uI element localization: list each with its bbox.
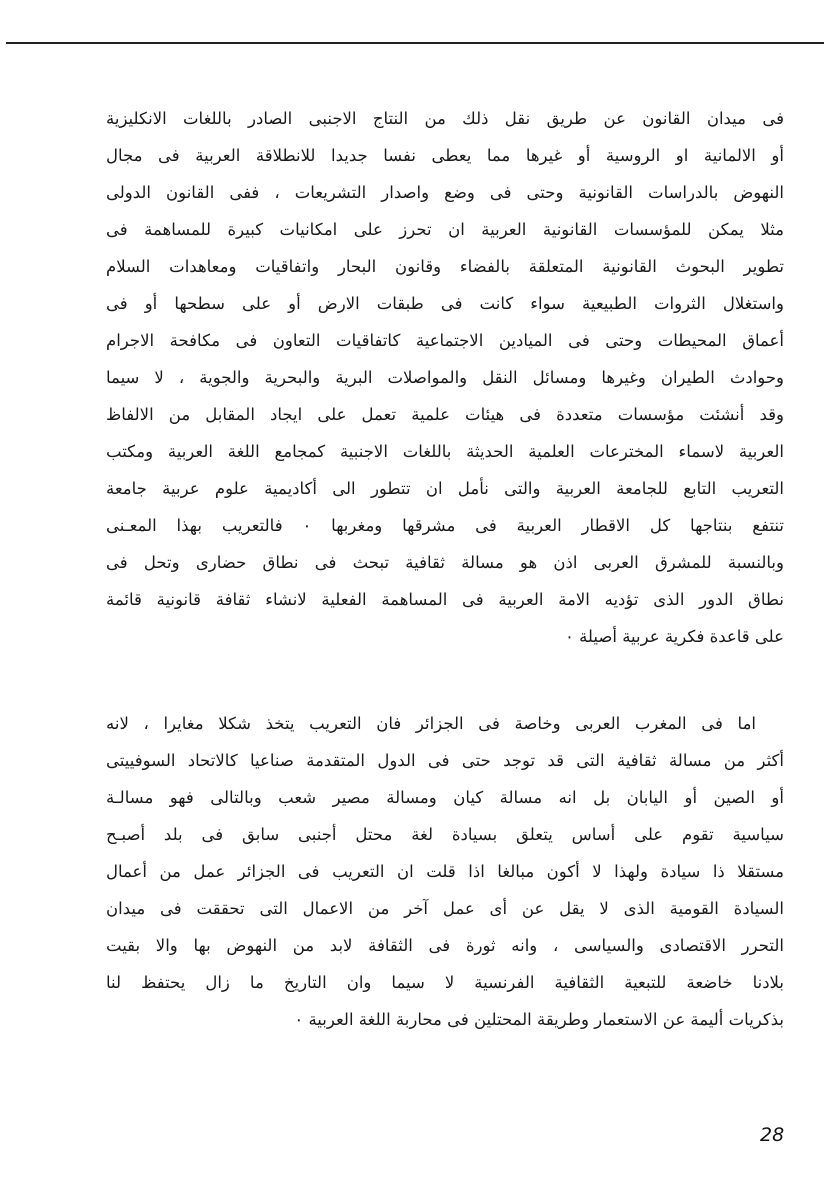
text-line: العربية لاسماء المخترعات العلمية الحديثة باللغات الاجنبية كمجامع اللغة العربية ومكتب bbox=[106, 442, 784, 461]
page-body bbox=[106, 100, 784, 1029]
text-line: على قاعدة فكرية عربية أصيلة ٠ bbox=[564, 627, 784, 646]
text-line: أو الالمانية او الروسية أو غيرها مما يعطى نفسا جديدا للانطلاقة العربية فى مجال bbox=[106, 146, 784, 165]
text-line: السيادة القومية الذى لا يقل عن أى عمل آخر من الاعمال التى تحققت فى ميدان bbox=[106, 899, 784, 918]
text-line: مستقلا ذا سيادة ولهذا لا أكون مبالغا اذا قلت ان التعريب فى الجزائر عمل من أعمال bbox=[106, 862, 784, 881]
text-line: اما فى المغرب العربى وخاصة فى الجزائر فان التعريب يتخذ شكلا مغايرا ، لانه bbox=[106, 714, 756, 733]
text-line: التحرر الاقتصادى والسياسى ، وانه ثورة فى الثقافة لابد من النهوض بها والا بقيت bbox=[106, 936, 784, 955]
text-line: أعماق المحيطات وحتى فى الميادين الاجتماعية كاتفاقيات التعاون فى مكافحة الاجرام bbox=[106, 331, 784, 350]
text-line: التعريب التابع للجامعة العربية والتى نأمل ان تتطور الى أكاديمية علوم عربية جامعة bbox=[106, 479, 784, 498]
text-line: تنتفع بنتاجها كل الاقطار العربية فى مشرقها ومغربها ٠ فالتعريب بهذا المعـنى bbox=[106, 516, 784, 535]
header-rule bbox=[6, 42, 824, 44]
text-line: مثلا يمكن للمؤسسات القانونية العربية ان تحرز على امكانيات كبيرة للمساهمة فى bbox=[106, 220, 784, 239]
text-line: أكثر من مسالة ثقافية التى قد توجد حتى فى الدول المتقدمة صناعيا كالاتحاد السوفييتى bbox=[106, 751, 784, 770]
text-line: نطاق الدور الذى تؤديه الامة العربية فى المساهمة الفعلية لانشاء ثقافة قانونية قائمة bbox=[106, 590, 784, 609]
text-line: بلادنا خاضعة للتبعية الثقافية الفرنسية لا سيما وان التاريخ ما زال يحتفظ لنا bbox=[106, 973, 784, 992]
paragraph-2 bbox=[106, 705, 784, 1038]
text-line: أو الصين أو اليابان بل انه مسالة كيان ومسالة مصير شعب وبالتالى فهو مسالـة bbox=[106, 788, 784, 807]
text-line: سياسية تقوم على أساس يتعلق بسيادة لغة محتل أجنبى سابق فى بلد أصبـح bbox=[106, 825, 784, 844]
text-line: وقد أنشئت مؤسسات متعددة فى هيئات علمية تعمل على ايجاد المقابل من الالفاظ bbox=[106, 405, 784, 424]
text-line: بذكريات أليمة عن الاستعمار وطريقة المحتلين فى محاربة اللغة العربية ٠ bbox=[294, 1010, 784, 1029]
text-line: وبالنسبة للمشرق العربى اذن هو مسالة ثقافية تبحث فى نطاق حضارى وتحل فى bbox=[106, 553, 784, 572]
page-number: 28 bbox=[760, 1124, 785, 1146]
text-line: وحوادث الطيران وغيرها ومسائل النقل والمواصلات البرية والبحرية والجوية ، لا سيما bbox=[106, 368, 784, 387]
text-line: تطوير البحوث القانونية المتعلقة بالفضاء وقانون البحار واتفاقيات ومعاهدات السلام bbox=[106, 257, 784, 276]
paragraph-1 bbox=[106, 100, 784, 655]
text-line: فى ميدان القانون عن طريق نقل ذلك من النتاج الاجنبى الصادر باللغات الانكليزية bbox=[106, 109, 784, 128]
text-line: النهوض بالدراسات القانونية وحتى فى وضع واصدار التشريعات ، ففى القانون الدولى bbox=[106, 183, 784, 202]
text-line: واستغلال الثروات الطبيعية سواء كانت فى طبقات الارض أو على سطحها أو فى bbox=[106, 294, 784, 313]
